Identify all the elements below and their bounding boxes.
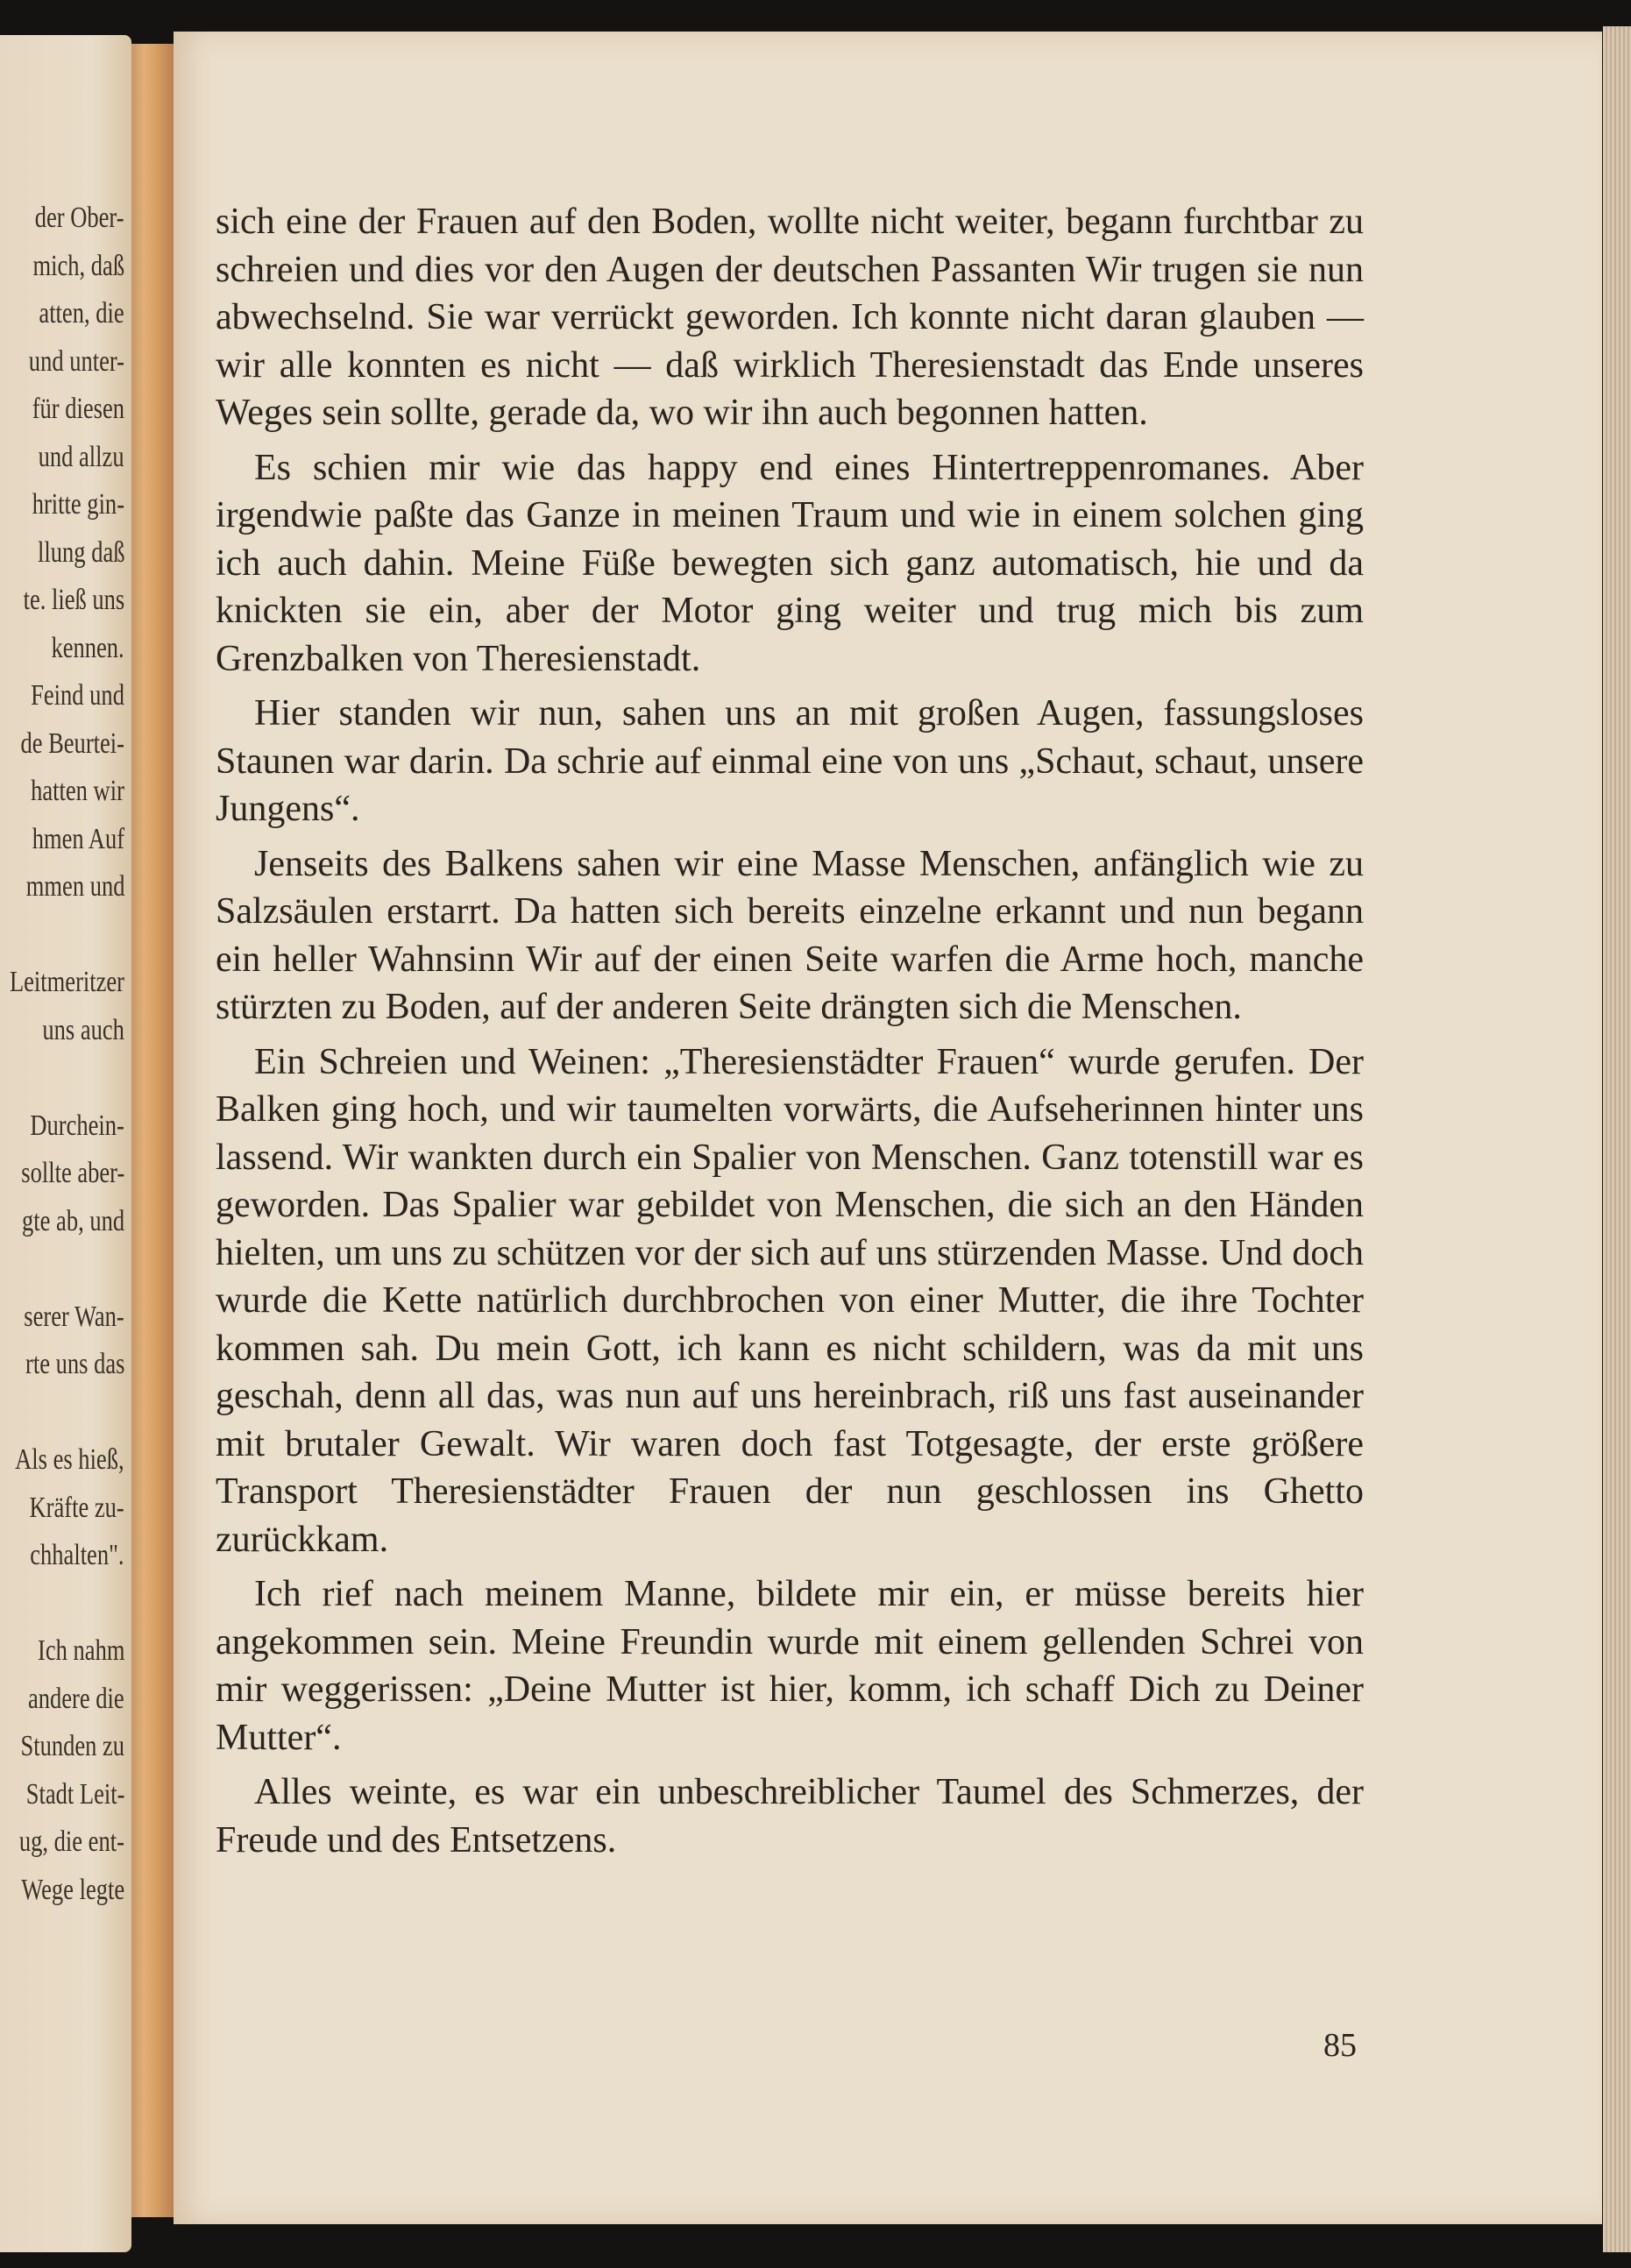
left-page-line-fragment: de Beurtei- (20, 726, 124, 760)
left-page-line-fragment: Feind und (31, 679, 124, 712)
paragraph: Alles weinte, es war ein unbeschreiblicher Taumel des Schmerzes, der Freude und des Entsetzens. (216, 1772, 1364, 1860)
book-page (174, 32, 1602, 2224)
left-page-line-fragment: Ich nahm (37, 1634, 124, 1667)
left-page-line-fragment: hatten wir (31, 775, 124, 807)
left-page-line-fragment: Als es hieß, (15, 1443, 124, 1476)
left-page-line-fragment: ug, die ent- (18, 1825, 124, 1858)
paragraph: Jenseits des Balkens sahen wir eine Masse Menschen, anfänglich wie zu Salzsäulen erstarrt. Da hatten sich bereits einzelne erkannt und nun begann ein heller Wahnsinn Wir auf der einen Seite warfen die Arme hoch, manche stürzten zu Boden, auf der anderen Seite drängten sich die Menschen. (216, 843, 1364, 1027)
left-page-line-fragment: andere die (28, 1682, 124, 1715)
left-page-line-fragment: rte uns das (25, 1348, 124, 1380)
left-page-line-fragment: Leitmeritzer (9, 966, 124, 998)
left-page-line-fragment: serer Wan- (24, 1300, 124, 1333)
left-page-line-fragment: Wege legte (21, 1873, 124, 1906)
left-page-line-fragment: llung daß (37, 535, 124, 569)
left-page-line-fragment: und allzu (39, 440, 124, 473)
paragraph: Ein Schreien und Weinen: „Theresienstädter Frauen“ wurde gerufen. Der Balken ging hoch, und wir taumelten vorwärts, die Aufseherinnen hinter uns lassend. Wir wankten durch ein Spalier von Menschen. Ganz totenstill war es geworden. Das Spalier war gebildet von Menschen, die sich an den Händen hielten, um uns zu schützen vor der sich auf uns stürzenden Masse. Und doch wurde die Kette natürlich durchbrochen von einer Mutter, die ihre Tochter kommen sah. Du mein Gott, ich kann es nicht schildern, was da mit uns geschah, denn all das, was nun auf uns hereinbrach, riß uns fast auseinander mit brutaler Gewalt. Wir waren doch fast Totgesagte, der erste größere Transport Theresienstädter Frauen der nun geschlossen ins Ghetto zurückkam. (216, 1041, 1364, 1560)
left-page-line-fragment: chhalten". (30, 1539, 124, 1571)
page-edges (1603, 26, 1631, 2252)
left-page-line-fragment: te. ließ uns (23, 584, 124, 616)
left-page-line-fragment: sollte aber- (20, 1157, 124, 1189)
left-facing-page (0, 35, 131, 2252)
left-page-line-fragment: Kräfte zu- (29, 1491, 124, 1524)
left-page-line-fragment: Stadt Leit- (25, 1777, 124, 1811)
left-page-line-fragment: gte ab, und (21, 1204, 124, 1237)
left-page-line-fragment: Durchein- (30, 1109, 124, 1142)
paragraph: sich eine der Frauen auf den Boden, wollte nicht weiter, begann furchtbar zu schreien und dies vor den Augen der deutschen Passanten Wir trugen sie nun abwechselnd. Sie war verrückt geworden. Ich konnte nicht daran glauben — wir alle konnten es nicht — daß wirklich Theresienstadt das Ende unseres Weges sein sollte, gerade da, wo wir ihn auch begonnen hatten. (216, 202, 1364, 433)
paragraph: Ich rief nach meinem Manne, bildete mir ein, er müsse bereits hier angekommen sein. Meine Freundin wurde mit einem gellenden Schrei von mir weggerissen: „Deine Mutter ist hier, komm, ich schaff Dich zu Deiner Mutter“. (216, 1574, 1364, 1758)
book-gutter (131, 44, 174, 2217)
left-page-line-fragment: kennen. (51, 631, 124, 664)
left-page-line-fragment: uns auch (42, 1013, 124, 1046)
page-number: 85 (1323, 2027, 1357, 2064)
left-page-line-fragment: hmen Auf (32, 822, 124, 855)
left-page-line-fragment: mmen und (25, 870, 124, 903)
left-page-line-fragment: der Ober- (35, 202, 124, 234)
left-page-line-fragment: hritte gin- (32, 488, 124, 521)
left-page-line-fragment: Stunden zu (20, 1730, 124, 1762)
left-page-line-fragment: mich, daß (32, 249, 124, 282)
left-page-line-fragment: atten, die (39, 297, 124, 330)
left-page-line-fragment: für diesen (32, 393, 124, 425)
left-page-line-fragment: und unter- (28, 344, 124, 378)
paragraph: Hier standen wir nun, sahen uns an mit großen Augen, fassungsloses Staunen war darin. Da schrie auf einmal eine von uns „Schaut, schaut, unsere Jungens“. (216, 693, 1364, 829)
paragraph: Es schien mir wie das happy end eines Hintertreppenromanes. Aber irgendwie paßte das Ganze in meinen Traum und wie in einem solchen ging ich auch dahin. Meine Füße bewegten sich ganz automatisch, hie und da knickten sie ein, aber der Motor ging weiter und trug mich bis zum Grenzbalken von Theresienstadt. (216, 447, 1364, 679)
page-text (216, 198, 1364, 1871)
